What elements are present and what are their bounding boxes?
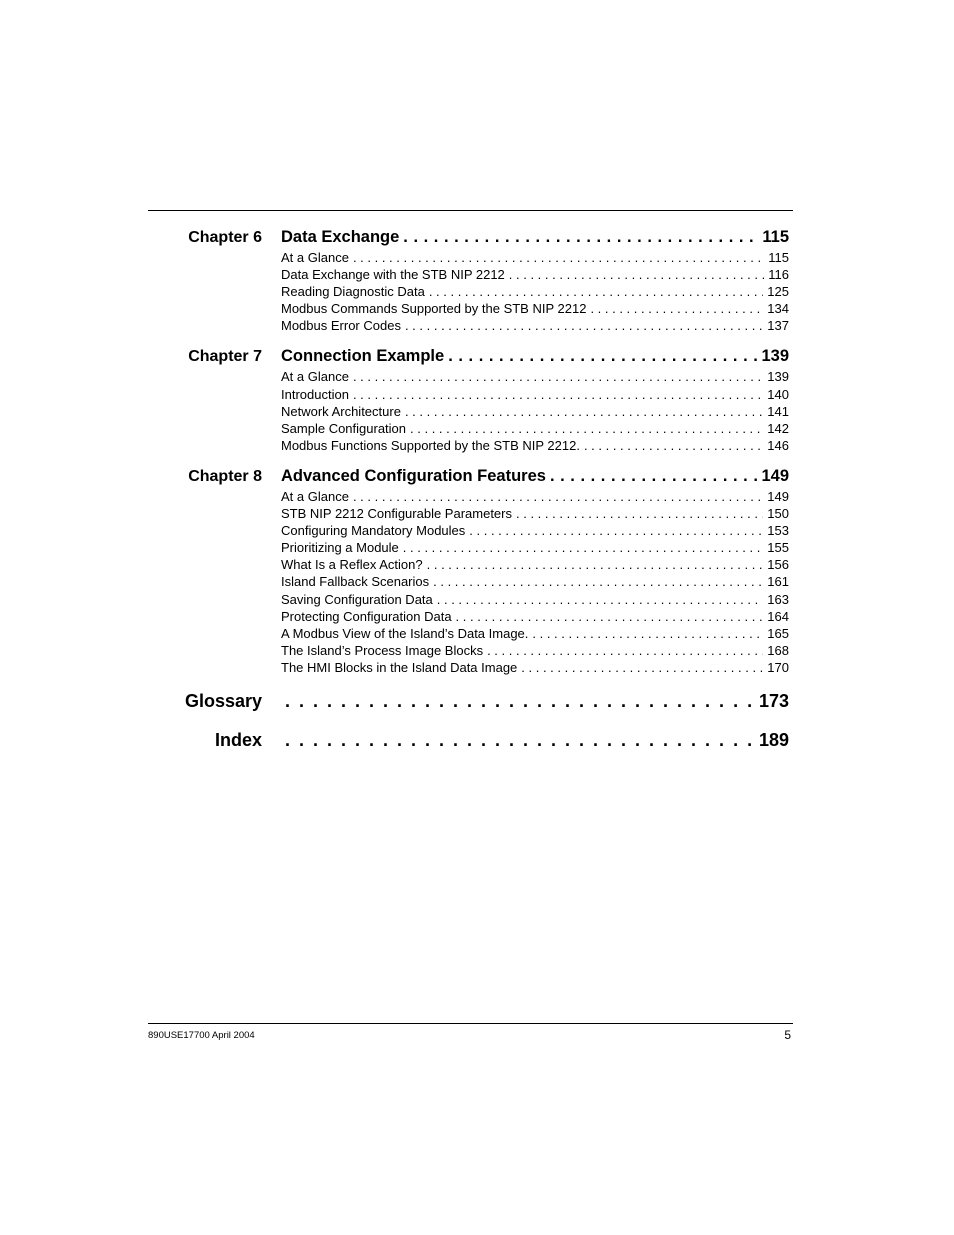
section-link[interactable]	[281, 557, 789, 574]
chapter-label: Chapter 7	[188, 348, 262, 366]
section-link[interactable]	[281, 574, 789, 591]
section-page: 116	[768, 267, 789, 283]
chapter-label: Chapter 8	[188, 467, 262, 485]
chapter-title-link[interactable]	[281, 347, 789, 369]
section-page: 164	[767, 608, 789, 624]
dot-leader	[285, 730, 755, 751]
index-label: Index	[214, 729, 262, 750]
dot-leader	[437, 592, 764, 607]
dot-leader	[353, 387, 763, 402]
footer-page-number: 5	[784, 1028, 791, 1042]
dot-leader	[487, 643, 763, 658]
section-link[interactable]	[281, 301, 789, 318]
section-title: Modbus Functions Supported by the STB NIP 2212.	[281, 437, 580, 453]
dot-leader	[403, 540, 764, 555]
chapter-entries	[281, 228, 789, 335]
section-link[interactable]	[281, 506, 789, 523]
section-link[interactable]	[281, 609, 789, 626]
section-link[interactable]	[281, 369, 789, 386]
section-title: Modbus Error Codes	[281, 318, 401, 334]
dot-leader	[521, 660, 763, 675]
dot-leader	[405, 404, 763, 419]
chapter-title-link[interactable]	[281, 228, 789, 250]
section-page: 134	[767, 301, 789, 317]
section-title: STB NIP 2212 Configurable Parameters	[281, 506, 512, 522]
section-link[interactable]	[281, 387, 789, 404]
section-link[interactable]	[281, 540, 789, 557]
section-title: Data Exchange with the STB NIP 2212	[281, 267, 505, 283]
section-title: Configuring Mandatory Modules	[281, 523, 466, 539]
dot-leader	[403, 228, 758, 247]
section-title: Island Fallback Scenarios	[281, 574, 430, 590]
toc-chapter	[0, 347, 954, 454]
section-link[interactable]	[281, 523, 789, 540]
section-title: A Modbus View of the Island’s Data Image.	[281, 625, 529, 641]
section-title: The Island’s Process Image Blocks	[281, 642, 484, 658]
section-link[interactable]	[281, 267, 789, 284]
section-page: 140	[767, 386, 789, 402]
section-title: Prioritizing a Module	[281, 540, 399, 556]
section-title: At a Glance	[281, 369, 349, 385]
section-title: The HMI Blocks in the Island Data Image	[281, 659, 518, 675]
dot-leader	[590, 301, 763, 316]
section-page: 168	[767, 642, 789, 658]
section-link[interactable]	[281, 250, 789, 267]
section-link[interactable]	[281, 489, 789, 506]
chapter-title-link[interactable]	[281, 467, 789, 489]
section-link[interactable]	[281, 284, 789, 301]
section-title: Introduction	[281, 386, 349, 402]
dot-leader	[353, 489, 763, 504]
section-page: 146	[767, 437, 789, 453]
table-of-contents	[0, 228, 954, 769]
section-page: 170	[767, 659, 789, 675]
section-title: Protecting Configuration Data	[281, 608, 452, 624]
chapter-label: Chapter 6	[188, 229, 262, 246]
footer-doc-id: 890USE17700 April 2004	[148, 1030, 255, 1041]
section-page: 141	[767, 403, 789, 419]
dot-leader	[584, 438, 763, 453]
section-page: 163	[767, 591, 789, 607]
section-link[interactable]	[281, 438, 789, 455]
dot-leader	[469, 523, 763, 538]
section-title: At a Glance	[281, 250, 349, 265]
section-link[interactable]	[281, 592, 789, 609]
section-title: Sample Configuration	[281, 420, 407, 436]
dot-leader	[285, 691, 755, 712]
chapter-page: 149	[761, 466, 789, 485]
dot-leader	[509, 267, 764, 282]
dot-leader	[353, 250, 764, 265]
section-page: 153	[767, 523, 789, 539]
dot-leader	[405, 318, 763, 333]
section-link[interactable]	[281, 318, 789, 335]
dot-leader	[353, 369, 763, 384]
section-title: Reading Diagnostic Data	[281, 284, 425, 300]
section-page: 150	[767, 506, 789, 522]
dot-leader	[532, 626, 763, 641]
section-page: 125	[767, 284, 789, 300]
footer-rule	[148, 1023, 793, 1024]
section-title: What Is a Reflex Action?	[281, 557, 423, 573]
section-link[interactable]	[281, 626, 789, 643]
toc-glossary[interactable]	[0, 691, 954, 730]
dot-leader	[456, 609, 764, 624]
section-page: 165	[767, 625, 789, 641]
section-page: 142	[767, 420, 789, 436]
glossary-label: Glossary	[184, 690, 262, 711]
section-page: 155	[767, 540, 789, 556]
toc-chapter	[0, 228, 954, 335]
index-page: 189	[758, 729, 789, 750]
chapter-page: 139	[761, 347, 789, 366]
section-page: 156	[767, 557, 789, 573]
chapter-title: Data Exchange	[281, 228, 400, 246]
section-page: 139	[767, 369, 789, 385]
section-title: Network Architecture	[281, 403, 401, 419]
glossary-page: 173	[758, 690, 789, 711]
section-link[interactable]	[281, 404, 789, 421]
section-page: 161	[767, 574, 789, 590]
top-rule	[148, 210, 793, 211]
section-page: 149	[767, 488, 789, 504]
section-title: Saving Configuration Data	[281, 591, 433, 607]
dot-leader	[516, 506, 763, 521]
dot-leader	[550, 467, 758, 486]
section-link[interactable]	[281, 643, 789, 660]
section-page: 137	[767, 318, 789, 334]
section-link[interactable]	[281, 421, 789, 438]
toc-index[interactable]	[0, 730, 954, 769]
chapter-entries	[281, 347, 789, 454]
dot-leader	[433, 574, 763, 589]
chapter-title: Advanced Configuration Features	[281, 466, 546, 485]
chapter-list	[0, 228, 954, 677]
section-title: Modbus Commands Supported by the STB NIP 2212	[281, 301, 587, 317]
chapter-entries	[281, 467, 789, 677]
dot-leader	[429, 284, 763, 299]
section-title: At a Glance	[281, 488, 349, 504]
chapter-page: 115	[762, 228, 789, 246]
dot-leader	[448, 347, 757, 366]
dot-leader	[427, 557, 764, 572]
section-page: 115	[768, 250, 789, 265]
chapter-title: Connection Example	[281, 347, 445, 366]
section-link[interactable]	[281, 660, 789, 677]
toc-chapter	[0, 467, 954, 677]
dot-leader	[410, 421, 763, 436]
